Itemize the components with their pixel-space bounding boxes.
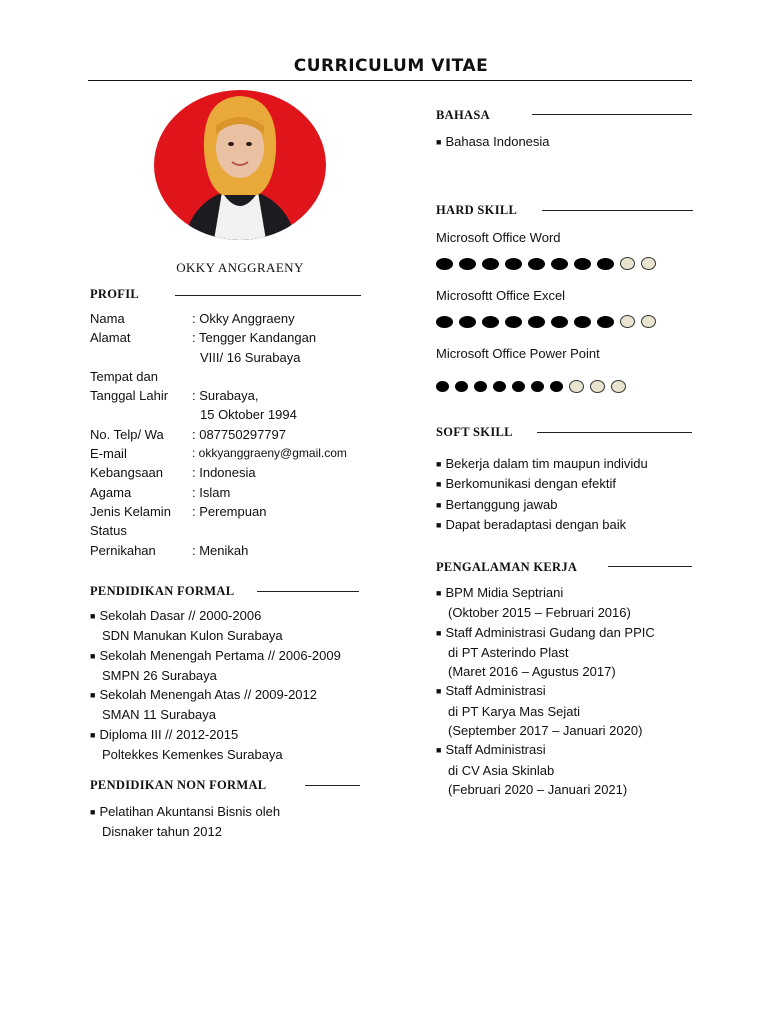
skill-rating-excel bbox=[436, 315, 656, 328]
training-item-title: ■ Pelatihan Akuntansi Bisnis oleh bbox=[90, 802, 280, 822]
rating-dot-filled bbox=[574, 258, 591, 270]
profile-label: No. Telp/ Wa bbox=[90, 426, 164, 442]
job-title: ■ Staff Administrasi bbox=[436, 740, 655, 760]
section-heading-bahasa: BAHASA bbox=[436, 108, 490, 122]
rating-dot-empty bbox=[620, 315, 635, 328]
profile-value: VIII/ 16 Surabaya bbox=[200, 349, 301, 365]
rating-dot-filled bbox=[459, 258, 476, 270]
education-formal-list bbox=[90, 606, 341, 764]
section-heading-pendidikan-non-formal: PENDIDIKAN NON FORMAL bbox=[90, 778, 267, 792]
soft-skill-item: ■ Dapat beradaptasi dengan baik bbox=[436, 515, 648, 535]
rating-dot-filled bbox=[528, 316, 545, 328]
rating-dot-filled bbox=[436, 258, 453, 270]
profile-value: : Surabaya, bbox=[192, 388, 259, 404]
skill-name-word: Microsoft Office Word bbox=[436, 230, 561, 245]
profile-label: Jenis Kelamin bbox=[90, 503, 171, 519]
job-company: di PT Karya Mas Sejati bbox=[448, 703, 580, 719]
work-experience-list bbox=[436, 583, 655, 799]
profile-label: Agama bbox=[90, 484, 132, 500]
training-item-detail: Disnaker tahun 2012 bbox=[102, 824, 222, 840]
profile-value: : Perempuan bbox=[192, 503, 267, 519]
rating-dot-empty bbox=[611, 380, 626, 393]
title-divider bbox=[88, 80, 692, 81]
skill-name-excel: Microsoftt Office Excel bbox=[436, 288, 566, 303]
profile-label: Tanggal Lahir bbox=[90, 388, 169, 404]
profile-label: Pernikahan bbox=[90, 542, 156, 558]
education-item-institution: SMPN 26 Surabaya bbox=[102, 667, 217, 683]
section-heading-pendidikan-formal: PENDIDIKAN FORMAL bbox=[90, 584, 235, 598]
section-heading-hard-skill: HARD SKILL bbox=[436, 203, 518, 217]
education-item-institution: Poltekkes Kemenkes Surabaya bbox=[102, 747, 283, 763]
rating-dot-filled bbox=[459, 316, 476, 328]
job-period: (Maret 2016 – Agustus 2017) bbox=[448, 664, 616, 680]
section-rule bbox=[257, 591, 359, 592]
education-item-title: ■ Diploma III // 2012-2015 bbox=[90, 725, 341, 745]
cv-title: CURRICULUM VITAE bbox=[293, 56, 489, 76]
rating-dot-filled bbox=[512, 381, 525, 392]
language-list bbox=[436, 132, 550, 152]
rating-dot-empty bbox=[641, 257, 656, 270]
section-rule bbox=[537, 432, 692, 433]
job-title: ■ Staff Administrasi Gudang dan PPIC bbox=[436, 623, 655, 643]
rating-dot-empty bbox=[569, 380, 584, 393]
rating-dot-filled bbox=[551, 258, 568, 270]
profile-value: : Islam bbox=[192, 484, 231, 500]
section-rule bbox=[542, 210, 693, 211]
rating-dot-filled bbox=[597, 316, 614, 328]
soft-skill-item: ■ Bertanggung jawab bbox=[436, 495, 648, 515]
profile-value: : okkyanggraeny@gmail.com bbox=[192, 446, 347, 461]
education-item-title: ■ Sekolah Dasar // 2000-2006 bbox=[90, 606, 341, 626]
section-heading-soft-skill: SOFT SKILL bbox=[436, 425, 513, 439]
section-heading-pengalaman-kerja: PENGALAMAN KERJA bbox=[436, 560, 578, 574]
soft-skill-list bbox=[436, 454, 648, 535]
profile-value: : Okky Anggraeny bbox=[192, 311, 295, 326]
job-title: ■ Staff Administrasi bbox=[436, 681, 655, 701]
skill-rating-powerpoint bbox=[436, 380, 626, 393]
profile-label: Nama bbox=[90, 311, 125, 326]
profile-label: Alamat bbox=[90, 330, 131, 346]
full-name: OKKY ANGGRAENY bbox=[176, 260, 304, 275]
education-non-formal-list bbox=[90, 802, 280, 842]
job-company: (Oktober 2015 – Februari 2016) bbox=[448, 605, 631, 621]
job-company: di CV Asia Skinlab bbox=[448, 762, 555, 778]
rating-dot-filled bbox=[505, 316, 522, 328]
job-title: ■ BPM Midia Septriani bbox=[436, 583, 655, 603]
profile-value: : Menikah bbox=[192, 542, 249, 558]
rating-dot-filled bbox=[551, 316, 568, 328]
rating-dot-filled bbox=[531, 381, 544, 392]
rating-dot-filled bbox=[436, 316, 453, 328]
rating-dot-filled bbox=[505, 258, 522, 270]
rating-dot-filled bbox=[574, 316, 591, 328]
profile-label: Status bbox=[90, 523, 127, 539]
education-item-institution: SMAN 11 Surabaya bbox=[102, 707, 216, 723]
job-period: (Februari 2020 – Januari 2021) bbox=[448, 781, 628, 797]
profile-label: E-mail bbox=[90, 446, 127, 462]
skill-rating-word bbox=[436, 257, 656, 270]
rating-dot-filled bbox=[474, 381, 487, 392]
skill-name-powerpoint: Microsoft Office Power Point bbox=[436, 346, 600, 361]
section-rule bbox=[608, 566, 692, 567]
rating-dot-filled bbox=[550, 381, 563, 392]
profile-label: Tempat dan bbox=[90, 368, 158, 384]
soft-skill-item: ■ Bekerja dalam tim maupun individu bbox=[436, 454, 648, 474]
education-item-institution: SDN Manukan Kulon Surabaya bbox=[102, 628, 283, 644]
profile-photo bbox=[154, 90, 326, 240]
job-company: di PT Asterindo Plast bbox=[448, 644, 569, 660]
education-item-title: ■ Sekolah Menengah Atas // 2009-2012 bbox=[90, 685, 341, 705]
profile-label: Kebangsaan bbox=[90, 465, 164, 481]
rating-dot-empty bbox=[620, 257, 635, 270]
profile-value: 15 Oktober 1994 bbox=[200, 407, 297, 423]
profile-value: : 087750297797 bbox=[192, 426, 286, 442]
rating-dot-filled bbox=[482, 316, 499, 328]
job-period: (September 2017 – Januari 2020) bbox=[448, 723, 643, 739]
profile-value: : Indonesia bbox=[192, 465, 256, 481]
rating-dot-filled bbox=[455, 381, 468, 392]
rating-dot-filled bbox=[597, 258, 614, 270]
section-heading-profil: PROFIL bbox=[90, 287, 140, 301]
rating-dot-filled bbox=[482, 258, 499, 270]
language-item: ■ Bahasa Indonesia bbox=[436, 132, 550, 152]
section-rule bbox=[175, 295, 361, 296]
rating-dot-empty bbox=[590, 380, 605, 393]
soft-skill-item: ■ Berkomunikasi dengan efektif bbox=[436, 474, 648, 494]
rating-dot-filled bbox=[436, 381, 449, 392]
rating-dot-filled bbox=[528, 258, 545, 270]
rating-dot-filled bbox=[493, 381, 506, 392]
section-rule bbox=[532, 114, 692, 115]
profile-value: : Tengger Kandangan bbox=[192, 330, 317, 346]
section-rule bbox=[305, 785, 360, 786]
rating-dot-empty bbox=[641, 315, 656, 328]
education-item-title: ■ Sekolah Menengah Pertama // 2006-2009 bbox=[90, 646, 341, 666]
